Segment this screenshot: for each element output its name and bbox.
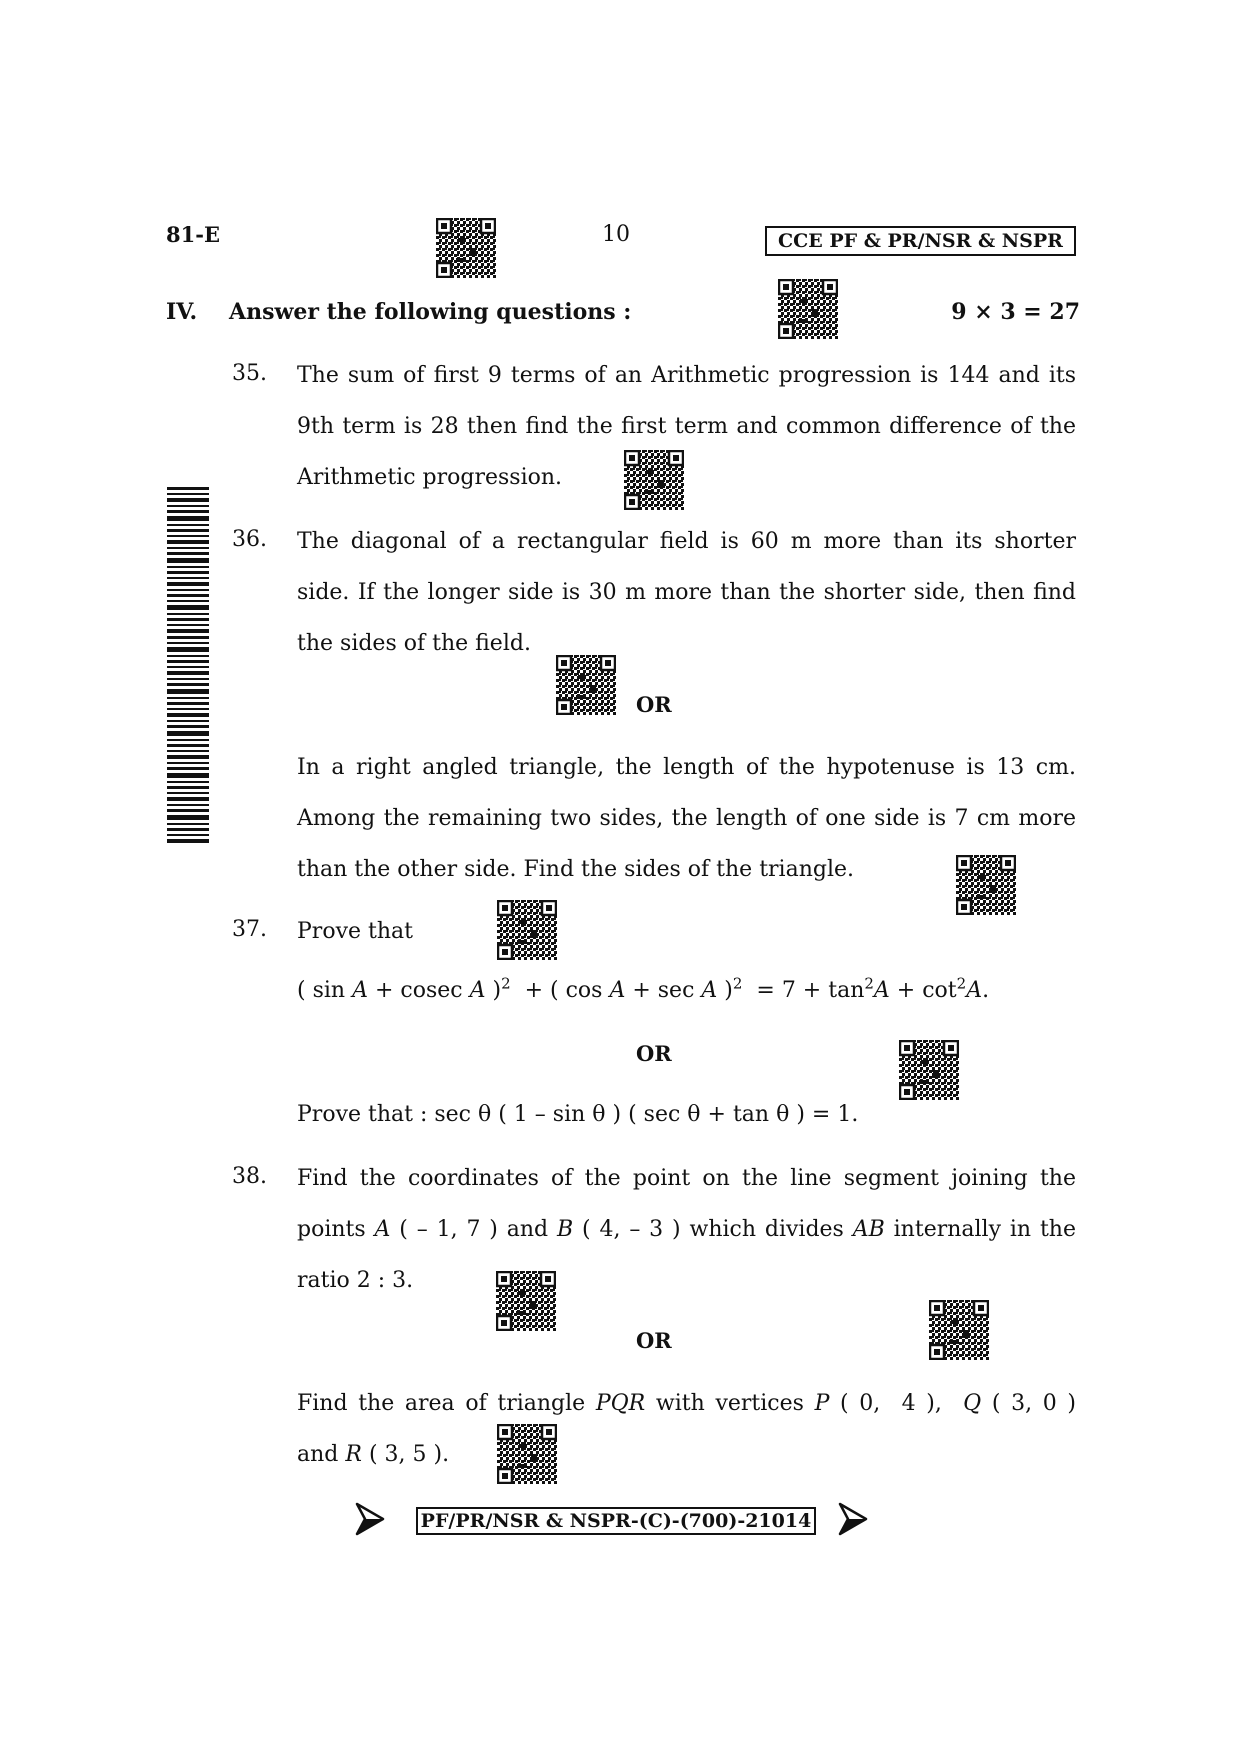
arrow-icon bbox=[355, 1502, 385, 1536]
qr-code-icon bbox=[929, 1300, 989, 1360]
trig-identity-formula: ( sin A + cosec A )$^2$ + ( cos A + sec A )$^2 = 7 + \tan^2A + \cot^2A$. bbox=[297, 974, 990, 1003]
barcode-icon bbox=[167, 487, 209, 843]
footer-code-box: PF/PR/NSR & NSPR-(C)-(700)-21014 bbox=[416, 1507, 816, 1535]
qr-code-icon bbox=[496, 1271, 556, 1331]
question-text-line: In a right angled triangle, the length of the hypotenuse is 13 cm. bbox=[297, 755, 1076, 780]
section-number: IV. bbox=[166, 299, 198, 325]
question-text-line: The sum of first 9 terms of an Arithmetic progression is 144 and its bbox=[297, 363, 1076, 388]
or-separator: OR bbox=[636, 1328, 672, 1353]
question-text-line: side. If the longer side is 30 m more than the shorter side, then find bbox=[297, 580, 1076, 605]
question-text-line: The diagonal of a rectangular field is 60 m more than its shorter bbox=[297, 529, 1076, 554]
qr-code-icon bbox=[497, 1424, 557, 1484]
page-number: 10 bbox=[602, 222, 630, 247]
qr-code-icon bbox=[956, 855, 1016, 915]
question-text-line: than the other side. Find the sides of the triangle. bbox=[297, 857, 855, 882]
question-text-line: Arithmetic progression. bbox=[297, 465, 563, 490]
or-separator: OR bbox=[636, 692, 672, 717]
question-text-line: the sides of the field. bbox=[297, 631, 531, 656]
question-text-line: ratio 2 : 3. bbox=[297, 1268, 414, 1293]
question-text-line: Among the remaining two sides, the length of one side is 7 cm more bbox=[297, 806, 1076, 831]
arrow-icon bbox=[838, 1502, 868, 1536]
question-text-line: Find the area of triangle PQR with vertices P ( 0, 4 ), Q ( 3, 0 ) bbox=[297, 1391, 1076, 1416]
question-text-line: Find the coordinates of the point on the line segment joining the bbox=[297, 1166, 1076, 1191]
question-text-line: and R ( 3, 5 ). bbox=[297, 1442, 450, 1467]
question-text-line: points A ( – 1, 7 ) and B ( 4, – 3 ) which divides AB internally in the bbox=[297, 1217, 1076, 1242]
question-number: 37. bbox=[232, 917, 267, 942]
qr-code-icon bbox=[436, 218, 496, 278]
qr-code-icon bbox=[899, 1040, 959, 1100]
question-number: 38. bbox=[232, 1164, 267, 1189]
qr-code-icon bbox=[624, 450, 684, 510]
question-text-line: Prove that : sec θ ( 1 – sin θ ) ( sec θ + tan θ ) = 1. bbox=[297, 1102, 859, 1127]
question-number: 35. bbox=[232, 361, 267, 386]
section-marks: 9 × 3 = 27 bbox=[951, 299, 1080, 325]
exam-code-box: CCE PF & PR/NSR & NSPR bbox=[765, 226, 1076, 256]
question-number: 36. bbox=[232, 527, 267, 552]
qr-code-icon bbox=[497, 900, 557, 960]
question-text-line: Prove that bbox=[297, 919, 413, 944]
question-text-line: 9th term is 28 then find the first term and common difference of the bbox=[297, 414, 1076, 439]
qr-code-icon bbox=[778, 279, 838, 339]
section-title: Answer the following questions : bbox=[229, 299, 632, 325]
or-separator: OR bbox=[636, 1041, 672, 1066]
qr-code-icon bbox=[556, 655, 616, 715]
paper-code: 81-E bbox=[166, 222, 220, 247]
